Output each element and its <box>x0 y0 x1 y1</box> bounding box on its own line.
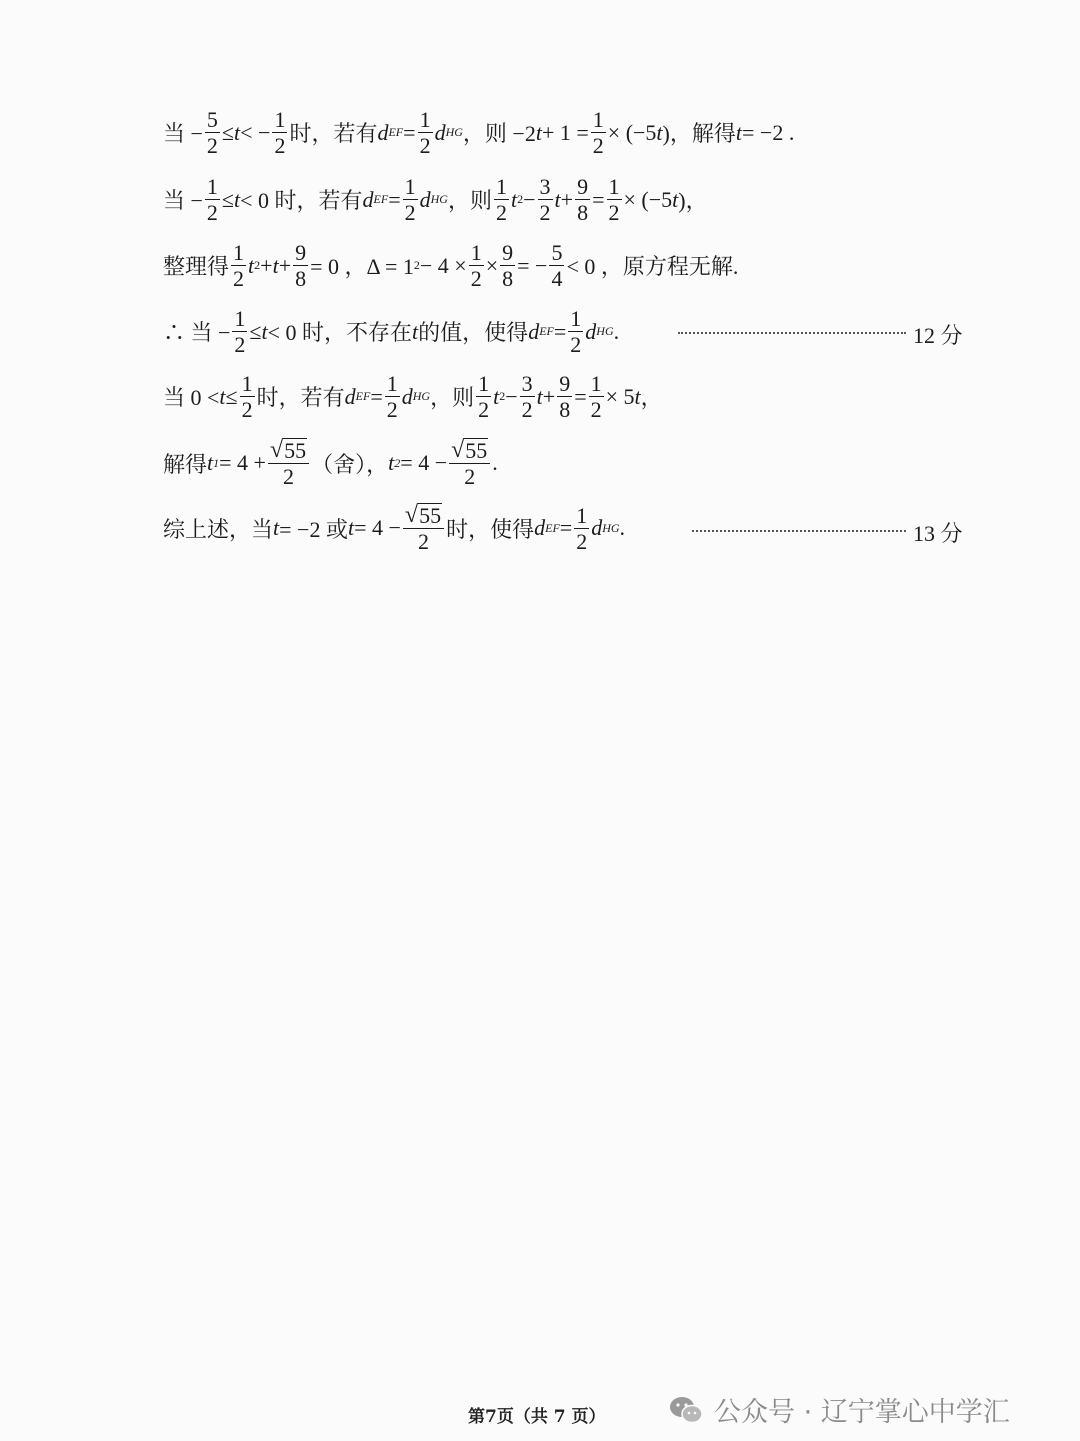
score-label: 12 分 <box>913 323 963 348</box>
solution-line-5: 当 0 < t ≤ $\frac{1}{2}$ 时，若有 d EF = $\frac{1}{2}$ d HG ，则 1 2 t 2 − $\frac{3}{2}$ t + $\frac{9}{8}$ = $\frac{1}{2}$ × 5 t ， <box>163 371 663 423</box>
fraction: $\frac{1}{2}$ <box>470 240 482 292</box>
sqrt-fraction: √ 55 2 <box>268 438 309 488</box>
fraction: $\frac{5}{2}$ <box>206 107 218 159</box>
solution-line-4: ∴ 当 − $\frac{1}{2}$ ≤ t < 0 时，不存在 t 的值，使得 d EF = $\frac{1}{2}$ d HG . <box>163 306 620 358</box>
fraction: $\frac{1}{2}$ <box>592 107 604 159</box>
fraction: $\frac{9}{8}$ <box>577 174 589 226</box>
fraction: $\frac{1}{2}$ <box>419 107 431 159</box>
fraction: $\frac{1}{2}$ <box>206 174 218 226</box>
fraction: $\frac{9}{8}$ <box>502 240 514 292</box>
fraction: $\frac{3}{2}$ <box>521 371 533 423</box>
fraction: $\frac{1}{2}$ <box>234 306 246 358</box>
fraction: 1 2 <box>478 371 490 423</box>
fraction: $\frac{3}{2}$ <box>539 174 551 226</box>
fraction: $\frac{1}{2}$ <box>570 306 582 358</box>
sqrt-fraction: √ 55 2 <box>449 438 490 488</box>
fraction: 1 2 <box>496 174 507 226</box>
fraction: $\frac{1}{2}$ <box>274 107 286 159</box>
sqrt-fraction: √ 55 2 <box>403 503 444 553</box>
wechat-icon <box>668 1395 704 1425</box>
score-leader-dots <box>692 530 906 532</box>
watermark-text: 公众号 · 辽宁掌心中学汇 <box>714 1397 1010 1428</box>
solution-line-6: 解得 t 1 = 4 + √ 55 2 （舍）， t 2 = 4 − √ 55 2 . <box>163 437 498 490</box>
score-leader-dots <box>678 332 906 334</box>
fraction: $\frac{9}{8}$ <box>559 371 571 423</box>
fraction: $\frac{1}{2}$ <box>576 502 588 554</box>
fraction: $\frac{1}{2}$ <box>608 174 620 226</box>
fraction: $\frac{1}{2}$ <box>590 371 602 423</box>
solution-line-2: 当 − $\frac{1}{2}$ ≤ t < 0 时，若有 d EF = $\frac{1}{2}$ d HG ，则 1 2 t 2 − $\frac{3}{2}$ t + $\frac{9}{8}$ = $\frac{1}{2}$ × (−5 t )， <box>163 174 708 226</box>
fraction: $\frac{1}{2}$ <box>241 371 253 423</box>
page-number: 第7页（共 7 页） <box>468 1407 606 1427</box>
solution-line-7: 综上述，当 t = −2 或 t = 4 − √ 55 2 时，使得 d EF = $\frac{1}{2}$ d HG . <box>163 502 626 555</box>
fraction: $\frac{5}{4}$ <box>551 240 563 292</box>
watermark <box>668 1390 1010 1429</box>
solution-line-1: 当 − $\frac{5}{2}$ ≤ t < − $\frac{1}{2}$ 时，若有 d EF = $\frac{1}{2}$ d HG ，则 −2 t + 1 = $\frac{1}{2}$ × (−5 t )，解得 t = −2 . <box>163 107 795 159</box>
score-label: 13 分 <box>913 521 963 546</box>
fraction: $\frac{1}{2}$ <box>386 371 398 423</box>
fraction: $\frac{9}{8}$ <box>295 240 307 292</box>
solution-line-3: 整理得 1 2 t 2 + t + $\frac{9}{8}$ = 0 ，Δ = 1 2 − 4 × $\frac{1}{2}$ × $\frac{9}{8}$ = − $\frac{5}{4}$ < 0 ，原方程无解. <box>163 240 739 292</box>
fraction: $\frac{1}{2}$ <box>404 174 416 226</box>
fraction: 1 2 <box>233 240 245 292</box>
